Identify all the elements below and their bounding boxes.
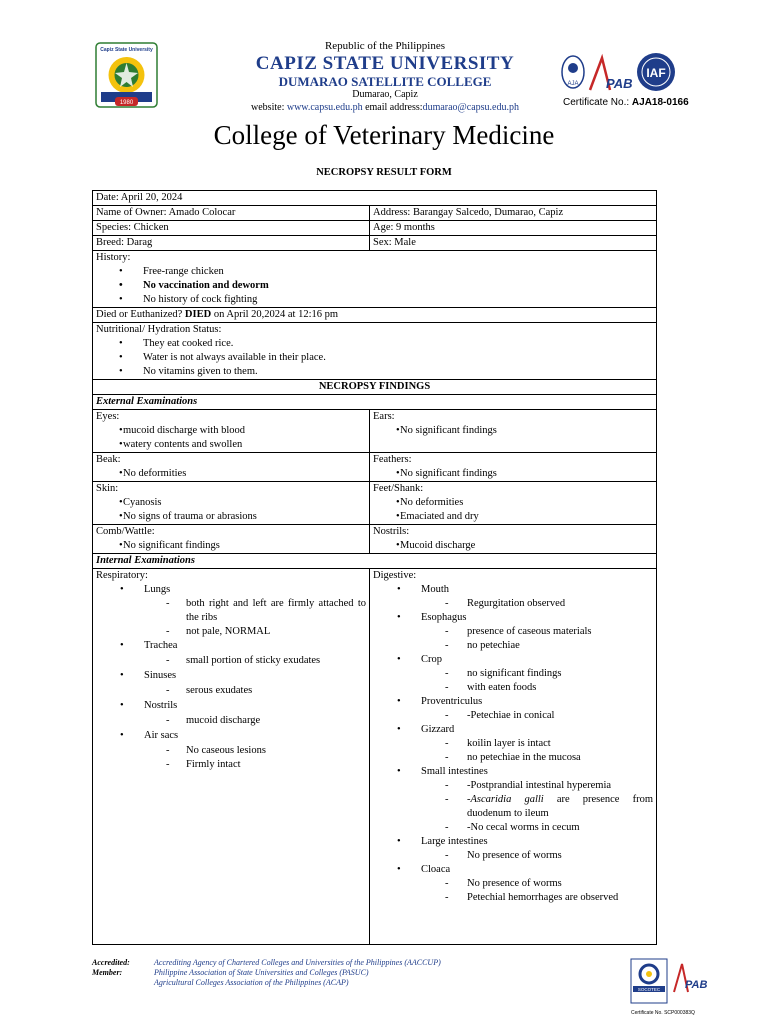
letterhead <box>0 0 768 120</box>
form-table <box>92 190 657 945</box>
nutrition-section <box>93 323 657 380</box>
organ-item: • Sinuses <box>96 669 366 683</box>
organ-note: - presence of caseous materials <box>373 625 653 639</box>
address-field: Address: Barangay Salcedo, Dumarao, Capiz <box>370 206 657 221</box>
organ-note: - with eaten foods <box>373 681 653 695</box>
email-link[interactable]: dumarao@capsu.edu.ph <box>422 102 519 113</box>
certificate-number <box>563 97 689 108</box>
organ-item: • Cloaca <box>373 863 653 877</box>
sex-field: Sex: Male <box>370 236 657 251</box>
organ-note: - both right and left are firmly attached to the ribs <box>96 597 366 625</box>
findings-heading: NECROPSY FINDINGS <box>93 380 657 395</box>
footer <box>92 958 652 988</box>
organ-note: - serous exudates <box>96 684 366 698</box>
list-item: • No vitamins given to them. <box>96 365 653 379</box>
email-label: email address: <box>362 102 423 113</box>
contact-line <box>200 101 570 114</box>
nutrition-label: Nutritional/ Hydration Status: <box>96 324 222 335</box>
website-label: website: <box>251 102 287 113</box>
organ-item: • Air sacs <box>96 729 366 743</box>
feet-cell <box>370 482 657 525</box>
eyes-list <box>96 424 366 452</box>
owner-field: Name of Owner: Amado Colocar <box>93 206 370 221</box>
logo-year: 1980 <box>119 100 134 106</box>
university-seal-logo <box>95 42 158 108</box>
respiratory-cell <box>93 569 370 945</box>
organ-note: - Petechial hemorrhages are observed <box>373 891 653 905</box>
nostrils-cell <box>370 525 657 554</box>
organ-item: • Trachea <box>96 639 366 653</box>
list-item: • No deformities <box>373 496 653 510</box>
pab-mark: PAB <box>606 76 633 91</box>
history-label: History: <box>96 252 131 263</box>
digestive-label: Digestive: <box>373 570 417 581</box>
respiratory-list <box>96 583 366 772</box>
organ-item: • Lungs <box>96 583 366 597</box>
organ-note: - no petechiae <box>373 639 653 653</box>
skin-list <box>96 496 366 524</box>
comb-label: Comb/Wattle: <box>96 526 155 537</box>
list-item: • Mucoid discharge <box>373 539 653 553</box>
organ-note: - no petechiae in the mucosa <box>373 751 653 765</box>
list-item: • mucoid discharge with blood <box>96 424 366 438</box>
beak-cell <box>93 453 370 482</box>
died-prefix: Died or Euthanized? <box>96 309 185 320</box>
feathers-list <box>373 467 653 481</box>
list-item: • watery contents and swollen <box>96 438 366 452</box>
digestive-cell <box>370 569 657 945</box>
feathers-label: Feathers: <box>373 454 412 465</box>
feet-label: Feet/Shank: <box>373 483 424 494</box>
ears-list <box>373 424 653 438</box>
list-item: • No significant findings <box>96 539 366 553</box>
skin-cell <box>93 482 370 525</box>
organ-note: - -No cecal worms in cecum <box>373 821 653 835</box>
age-field: Age: 9 months <box>370 221 657 236</box>
ears-cell <box>370 410 657 453</box>
feathers-cell <box>370 453 657 482</box>
died-suffix: on April 20,2024 at 12:16 pm <box>211 309 339 320</box>
footer-pab-mark: PAB <box>685 979 708 991</box>
internal-heading: Internal Examinations <box>93 554 657 569</box>
footer-certification-logos <box>630 958 710 1013</box>
organ-item: • Gizzard <box>373 723 653 737</box>
member-line <box>92 968 652 978</box>
organ-note: - -Petechiae in conical <box>373 709 653 723</box>
nutrition-list <box>96 337 653 379</box>
cert-label: Certificate No.: <box>563 97 632 108</box>
organ-note: - mucoid discharge <box>96 714 366 728</box>
member-text-2: Agricultural Colleges Association of the Philippines (ACAP) <box>154 978 349 987</box>
history-list <box>96 265 653 307</box>
date-field: Date: April 20, 2024 <box>93 191 657 206</box>
organ-note: - koilin layer is intact <box>373 737 653 751</box>
list-item: • No signs of trauma or abrasions <box>96 510 366 524</box>
organ-note: - No caseous lesions <box>96 744 366 758</box>
eyes-label: Eyes: <box>96 411 120 422</box>
letterhead-text <box>200 40 570 114</box>
organ-note: - -Ascaridia galli are presence from duodenum to ileum <box>373 793 653 821</box>
respiratory-label: Respiratory: <box>96 570 148 581</box>
satellite-college: DUMARAO SATELLITE COLLEGE <box>278 74 492 89</box>
beak-label: Beak: <box>96 454 121 465</box>
feet-list <box>373 496 653 524</box>
college-title: College of Veterinary Medicine <box>213 120 555 150</box>
organ-note: - not pale, NORMAL <box>96 625 366 639</box>
species-name: Ascaridia galli <box>470 794 544 805</box>
necropsy-form <box>92 190 657 945</box>
nostrils-label: Nostrils: <box>373 526 410 537</box>
list-item: • No deformities <box>96 467 366 481</box>
list-item: • No history of cock fighting <box>96 293 653 307</box>
socotec-mark: SOCOTEC <box>637 987 661 992</box>
logo-name: Capiz State University <box>100 47 153 53</box>
member-label: Member: <box>92 968 123 977</box>
skin-label: Skin: <box>96 483 119 494</box>
organ-item: • Small intestines <box>373 765 653 779</box>
accredited-text: Accrediting Agency of Chartered Colleges and Universities of the Philippines (AACCUP) <box>154 958 441 967</box>
organ-item: • Esophagus <box>373 611 653 625</box>
died-status: DIED <box>184 309 212 320</box>
nostrils-list <box>373 539 653 553</box>
republic-line: Republic of the Philippines <box>324 40 446 52</box>
organ-note: - Regurgitation observed <box>373 597 653 611</box>
eyes-cell <box>93 410 370 453</box>
organ-note: - Firmly intact <box>96 758 366 772</box>
died-field <box>93 308 657 323</box>
organ-note: - No presence of worms <box>373 849 653 863</box>
iaf-mark: IAF <box>646 66 666 80</box>
list-item: • They eat cooked rice. <box>96 337 653 351</box>
footer-certificate: Certificate No. SCP000383Q <box>631 1010 695 1016</box>
list-item: • Emaciated and dry <box>373 510 653 524</box>
organ-note: - small portion of sticky exudates <box>96 654 366 668</box>
organ-note: - no significant findings <box>373 667 653 681</box>
accredited-line <box>92 958 652 968</box>
list-item: • Water is not always available in their place. <box>96 351 653 365</box>
species-field: Species: Chicken <box>93 221 370 236</box>
form-title: NECROPSY RESULT FORM <box>316 167 452 178</box>
list-item: • No vaccination and deworm <box>96 279 653 293</box>
organ-item: • Crop <box>373 653 653 667</box>
comb-list <box>96 539 366 553</box>
organ-item: • Nostrils <box>96 699 366 713</box>
organ-note: - No presence of worms <box>373 877 653 891</box>
list-item: • No significant findings <box>373 424 653 438</box>
list-item: • No significant findings <box>373 467 653 481</box>
comb-cell <box>93 525 370 554</box>
accredited-label: Accredited: <box>92 958 130 967</box>
university-name: CAPIZ STATE UNIVERSITY <box>255 53 515 74</box>
list-item: • Cyanosis <box>96 496 366 510</box>
beak-list <box>96 467 366 481</box>
history-section <box>93 251 657 308</box>
aja-mark: AJA <box>567 81 579 87</box>
organ-item: • Large intestines <box>373 835 653 849</box>
town: Dumarao, Capiz <box>352 89 418 100</box>
list-item: • Free-range chicken <box>96 265 653 279</box>
ears-label: Ears: <box>373 411 395 422</box>
member-line-2 <box>92 978 652 988</box>
organ-item: • Mouth <box>373 583 653 597</box>
website-link[interactable]: www.capsu.edu.ph <box>286 102 363 113</box>
digestive-list <box>373 583 653 905</box>
cert-value: AJA18-0166 <box>631 97 689 108</box>
organ-item: • Proventriculus <box>373 695 653 709</box>
organ-note: - -Postprandial intestinal hyperemia <box>373 779 653 793</box>
breed-field: Breed: Darag <box>93 236 370 251</box>
member-text-1: Philippine Association of State Universities and Colleges (PASUC) <box>154 968 369 977</box>
external-heading: External Examinations <box>93 395 657 410</box>
